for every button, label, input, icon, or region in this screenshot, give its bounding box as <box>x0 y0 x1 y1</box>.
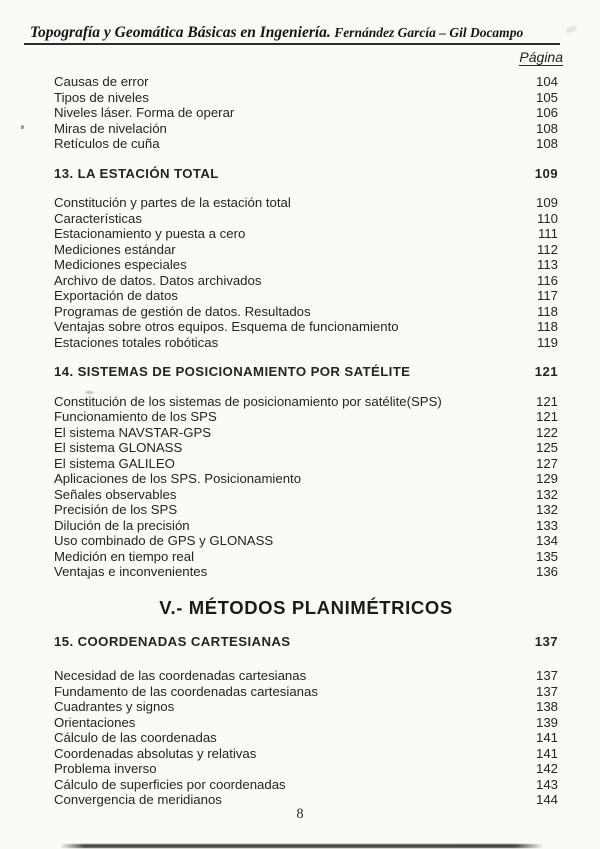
entry-page: 141 <box>535 730 558 745</box>
chapter-heading-title: 15. COORDENADAS CARTESIANAS <box>54 633 291 649</box>
entry-page: 137 <box>535 683 558 699</box>
page-column-label: Página <box>519 49 563 65</box>
chapter-heading-title: 13. LA ESTACIÓN TOTAL <box>54 165 219 181</box>
scan-speck-icon <box>21 125 24 129</box>
entry-title: Funcionamiento de los SPS <box>54 409 217 424</box>
toc-entry <box>54 242 558 258</box>
entry-title: El sistema GALILEO <box>54 455 175 471</box>
entry-title: Tipos de niveles <box>54 89 149 105</box>
entry-title: Medición en tiempo real <box>54 548 195 564</box>
toc-entry <box>54 288 558 304</box>
entry-title: Causas de error <box>54 74 149 89</box>
toc-chapter-heading <box>54 166 558 182</box>
entry-page: 129 <box>535 471 558 486</box>
folio-page-number: 8 <box>296 806 304 822</box>
entry-page: 132 <box>535 486 558 502</box>
toc-entry <box>54 487 558 503</box>
scan-edge-shadow <box>60 844 544 848</box>
entry-page: 143 <box>535 776 558 792</box>
toc-entry <box>54 668 558 684</box>
entry-title: El sistema GLONASS <box>54 440 183 455</box>
entry-page: 133 <box>535 517 558 533</box>
entry-page: 134 <box>535 533 558 548</box>
toc-entry <box>54 257 558 273</box>
entry-page: 105 <box>535 89 558 105</box>
entry-page: 108 <box>535 120 558 136</box>
toc-entry <box>54 761 558 777</box>
toc-chapter-heading <box>54 364 558 380</box>
entry-title: Constitución y partes de la estación total <box>54 195 291 210</box>
entry-page: 117 <box>536 288 558 303</box>
toc-entry <box>54 335 558 351</box>
toc-entry <box>54 273 558 289</box>
toc-entry <box>54 533 558 549</box>
entry-title: Ventajas e inconvenientes <box>54 564 208 579</box>
entry-page: 106 <box>535 105 558 120</box>
chapter-heading-page: 109 <box>534 165 558 181</box>
entry-page: 112 <box>536 241 558 257</box>
entry-page: 132 <box>535 502 558 517</box>
chapter-heading-page: 121 <box>534 364 558 379</box>
entry-title: Convergencia de meridianos <box>54 792 222 807</box>
entry-title: Problema inverso <box>54 761 157 776</box>
entry-page: 138 <box>535 699 558 714</box>
entry-page: 125 <box>535 440 558 455</box>
entry-title: Ventajas sobre otros equipos. Esquema de funcionamiento <box>54 319 399 334</box>
entry-title: Uso combinado de GPS y GLONASS <box>54 533 274 548</box>
page-column-header-row <box>0 49 563 66</box>
toc-entry <box>54 195 558 211</box>
entry-title: Miras de nivelación <box>54 120 167 136</box>
entry-title: Cuadrantes y signos <box>54 699 175 714</box>
entry-title: Orientaciones <box>54 714 136 730</box>
entry-page: 118 <box>536 303 558 319</box>
book-title: Topografía y Geomática Básicas en Ingeniería. <box>30 24 331 41</box>
toc-entry <box>54 74 558 90</box>
entry-page: 119 <box>536 334 558 350</box>
toc-entry <box>54 715 558 731</box>
entry-title: Señales observables <box>54 486 177 502</box>
entry-title: Necesidad de las coordenadas cartesianas <box>54 668 307 683</box>
entry-page: 142 <box>535 761 558 776</box>
running-header <box>24 24 560 45</box>
scan-speck-icon <box>85 391 94 394</box>
entry-title: Coordenadas absolutas y relativas <box>54 745 257 761</box>
toc-entry <box>54 121 558 137</box>
entry-page: 141 <box>535 745 558 761</box>
entry-title: Niveles láser. Forma de operar <box>54 105 235 120</box>
entry-page: 127 <box>535 455 558 471</box>
entry-page: 121 <box>535 409 558 424</box>
entry-title: Retículos de cuña <box>54 136 160 151</box>
entry-page: 137 <box>535 668 558 683</box>
entry-page: 121 <box>535 393 558 409</box>
toc-entry <box>54 105 558 121</box>
toc-entry <box>54 746 558 762</box>
entry-page: 109 <box>535 195 558 210</box>
entry-page: 135 <box>535 548 558 564</box>
entry-page: 118 <box>536 319 558 334</box>
book-authors: Fernández García – Gil Docampo <box>330 25 524 40</box>
toc-chapter-heading <box>54 634 558 650</box>
entry-title: Mediciones estándar <box>54 241 176 257</box>
entry-title: Aplicaciones de los SPS. Posicionamiento <box>54 471 302 486</box>
toc-entry <box>54 456 558 472</box>
toc-entry <box>54 471 558 487</box>
toc-entry <box>54 502 558 518</box>
part-heading: V.- MÉTODOS PLANIMÉTRICOS <box>159 596 453 618</box>
toc-entry <box>54 304 558 320</box>
entry-title: Cálculo de superficies por coordenadas <box>54 776 286 792</box>
entry-page: 113 <box>536 257 558 272</box>
entry-title: Cálculo de las coordenadas <box>54 730 217 745</box>
entry-title: El sistema NAVSTAR-GPS <box>54 424 212 440</box>
entry-title: Estacionamiento y puesta a cero <box>54 226 246 241</box>
entry-title: Fundamento de las coordenadas cartesianas <box>54 683 318 699</box>
toc-entry <box>54 136 558 152</box>
toc-entry <box>54 226 558 242</box>
toc-entry <box>54 409 558 425</box>
chapter-heading-page: 137 <box>534 633 558 649</box>
toc-entry <box>54 777 558 793</box>
toc-entry <box>54 730 558 746</box>
entry-page: 116 <box>536 272 558 288</box>
entry-title: Constitución de los sistemas de posicionamiento por satélite(SPS) <box>54 393 442 409</box>
entry-title: Estaciones totales robóticas <box>54 334 219 350</box>
toc <box>54 74 558 808</box>
toc-entry <box>54 564 558 580</box>
toc-entry <box>54 699 558 715</box>
entry-title: Mediciones especiales <box>54 257 187 272</box>
toc-entry <box>54 440 558 456</box>
toc-entry <box>54 549 558 565</box>
entry-title: Características <box>54 210 142 226</box>
toc-entry <box>54 394 558 410</box>
toc-entry <box>54 90 558 106</box>
entry-title: Archivo de datos. Datos archivados <box>54 272 262 288</box>
entry-page: 136 <box>535 564 558 579</box>
toc-entry <box>54 518 558 534</box>
entry-title: Programas de gestión de datos. Resultados <box>54 303 311 319</box>
entry-page: 110 <box>536 210 558 226</box>
entry-page: 108 <box>535 136 558 151</box>
entry-page: 122 <box>535 424 558 440</box>
entry-title: Exportación de datos <box>54 288 178 303</box>
scan-speck-icon <box>565 25 578 35</box>
toc-entry <box>54 319 558 335</box>
entry-page: 111 <box>537 226 558 241</box>
entry-title: Precisión de los SPS <box>54 502 178 517</box>
toc-entry <box>54 211 558 227</box>
chapter-heading-title: 14. SISTEMAS DE POSICIONAMIENTO POR SATÉLITE <box>54 364 411 379</box>
entry-page: 144 <box>535 792 558 807</box>
entry-title: Dilución de la precisión <box>54 517 190 533</box>
entry-page: 139 <box>535 714 558 730</box>
toc-entry <box>54 684 558 700</box>
toc-entry <box>54 425 558 441</box>
entry-page: 104 <box>535 74 558 89</box>
